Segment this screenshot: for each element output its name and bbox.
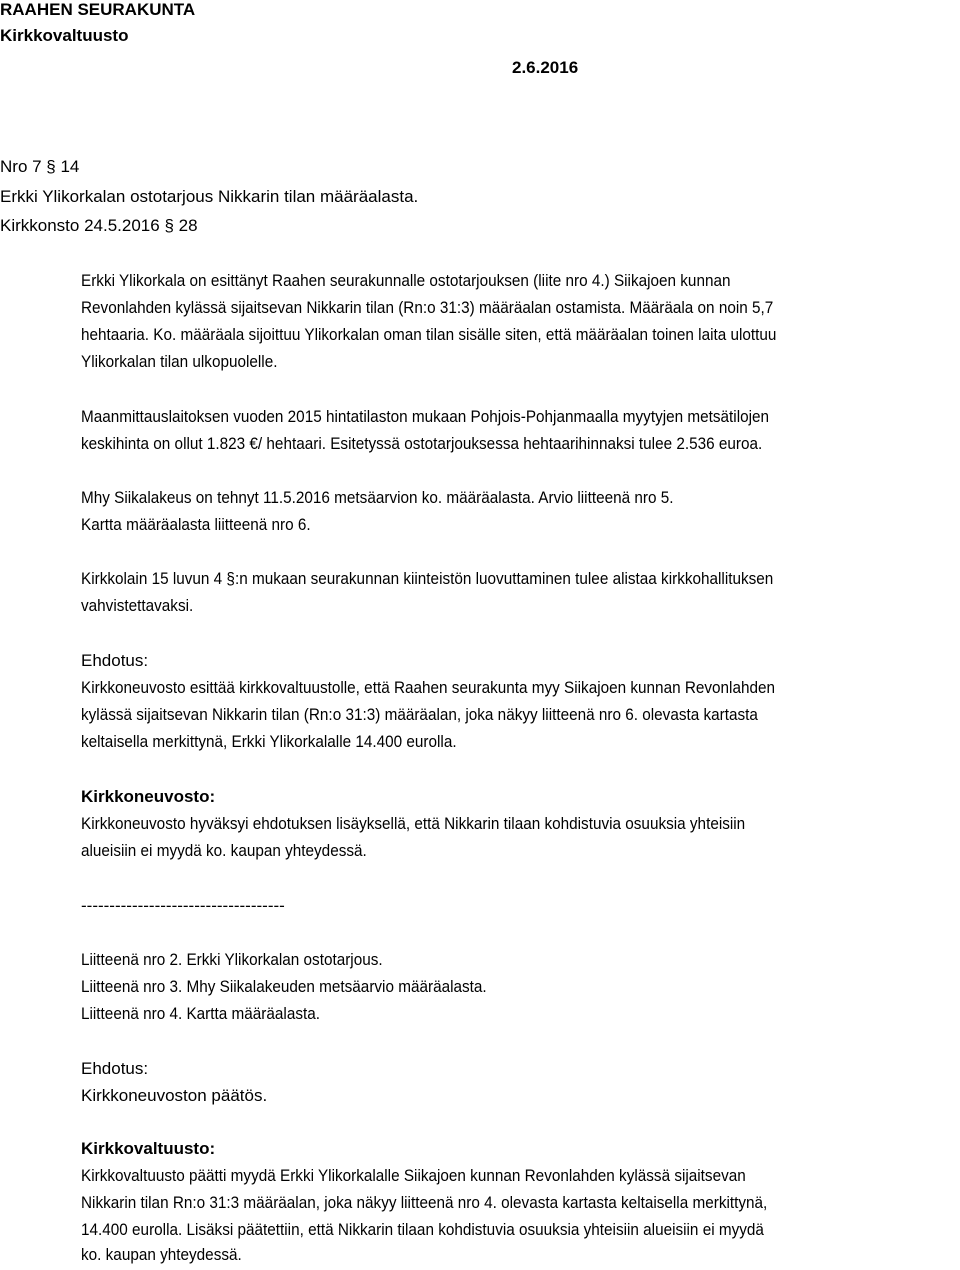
attachment-item: Liitteenä nro 3. Mhy Siikalakeuden metsäarvio määräalasta.: [81, 977, 487, 996]
council-heading: Kirkkoneuvosto:: [81, 787, 216, 806]
proposal-line: keltaisella merkittynä, Erkki Ylikorkalalle 14.400 eurolla.: [81, 732, 457, 751]
paragraph-line: Revonlahden kylässä sijaitsevan Nikkarin tilan (Rn:o 31:3) määräalan ostamista. Määräala on noin 5,7: [81, 298, 774, 317]
organization-name: RAAHEN SEURAKUNTA: [0, 0, 196, 19]
assembly-heading: Kirkkovaltuusto:: [81, 1139, 216, 1158]
decision-line: Nikkarin tilan Rn:o 31:3 määräalan, joka näkyy liitteenä nro 4. olevasta kartasta keltaisella merkittynä,: [81, 1193, 768, 1212]
paragraph-line: Mhy Siikalakeus on tehnyt 11.5.2016 metsäarvion ko. määräalasta. Arvio liitteenä nro 5.: [81, 488, 674, 507]
proposal-line: Kirkkoneuvosto esittää kirkkovaltuustolle, että Raahen seurakunta myy Siikajoen kunnan Revonlahden: [81, 678, 776, 697]
decision-line: ko. kaupan yhteydessä.: [81, 1245, 242, 1264]
council-line: alueisiin ei myydä ko. kaupan yhteydessä.: [81, 841, 367, 860]
paragraph-line: keskihinta on ollut 1.823 €/ hehtaari. Esitetyssä ostotarjouksessa hehtaarihinnaksi tulee 2.536 euroa.: [81, 434, 763, 453]
paragraph-line: Maanmittauslaitoksen vuoden 2015 hintatilaston mukaan Pohjois-Pohjanmaalla myytyjen metsätilojen: [81, 407, 770, 426]
governing-body: Kirkkovaltuusto: [0, 26, 129, 45]
proposal-text: Kirkkoneuvoston päätös.: [81, 1086, 268, 1105]
proposal-heading: Ehdotus:: [81, 1059, 149, 1078]
item-number: Nro 7 § 14: [0, 157, 80, 176]
paragraph-line: Kartta määräalasta liitteenä nro 6.: [81, 515, 311, 534]
attachment-item: Liitteenä nro 2. Erkki Ylikorkalan ostotarjous.: [81, 950, 383, 969]
decision-line: 14.400 eurolla. Lisäksi päätettiin, että Nikkarin tilaan kohdistuvia osuuksia yhteisiin alueisiin ei myydä: [81, 1220, 764, 1239]
paragraph-line: hehtaaria. Ko. määräala sijoittuu Ylikorkalan oman tilan sisälle siten, että määräalan toinen laita ulottuu: [81, 325, 777, 344]
proposal-heading: Ehdotus:: [81, 651, 149, 670]
attachment-item: Liitteenä nro 4. Kartta määräalasta.: [81, 1004, 320, 1023]
paragraph-line: Erkki Ylikorkala on esittänyt Raahen seurakunnalle ostotarjouksen (liite nro 4.) Siikajoen kunnan: [81, 271, 731, 290]
document-date: 2.6.2016: [512, 58, 579, 77]
item-reference: Kirkkonsto 24.5.2016 § 28: [0, 216, 198, 235]
paragraph-line: Kirkkolain 15 luvun 4 §:n mukaan seurakunnan kiinteistön luovuttaminen tulee alistaa kirkkohallituksen: [81, 569, 774, 588]
proposal-line: kylässä sijaitsevan Nikkarin tilan (Rn:o 31:3) määräalan, joka näkyy liitteenä nro 6. olevasta kartasta: [81, 705, 758, 724]
paragraph-line: Ylikorkalan tilan ulkopuolelle.: [81, 352, 278, 371]
paragraph-line: vahvistettavaksi.: [81, 596, 194, 615]
council-line: Kirkkoneuvosto hyväksyi ehdotuksen lisäyksellä, että Nikkarin tilaan kohdistuvia osuuksia yhteisiin: [81, 814, 746, 833]
separator-line: ------------------------------------: [81, 896, 285, 915]
item-title: Erkki Ylikorkalan ostotarjous Nikkarin tilan määräalasta.: [0, 187, 419, 206]
decision-line: Kirkkovaltuusto päätti myydä Erkki Ylikorkalalle Siikajoen kunnan Revonlahden kylässä sijaitsevan: [81, 1166, 746, 1185]
